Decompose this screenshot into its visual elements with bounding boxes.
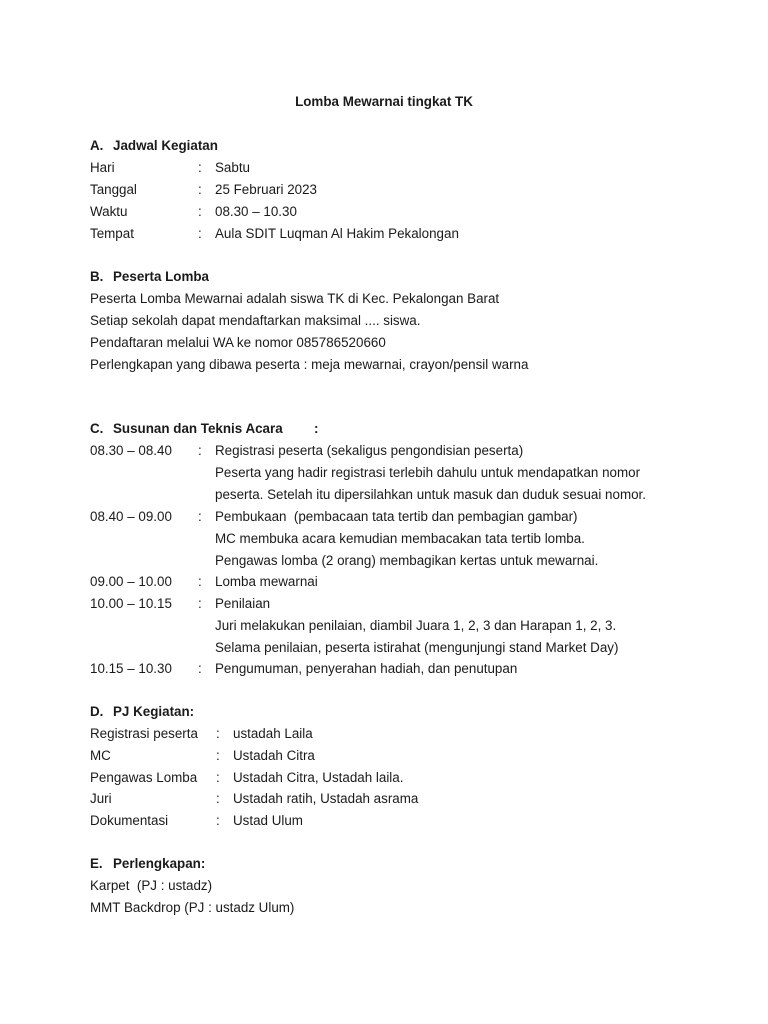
- agenda-item-detail: peserta. Setelah itu dipersilahkan untuk masuk dan duduk sesuai nomor.: [215, 487, 646, 502]
- peserta-line: Setiap sekolah dapat mendaftarkan maksimal .... siswa.: [90, 313, 421, 328]
- peserta-line: Peserta Lomba Mewarnai adalah siswa TK di Kec. Pekalongan Barat: [90, 291, 500, 306]
- section-a-heading: A. Jadwal Kegiatan: [90, 138, 218, 153]
- section-b-heading: B. Peserta Lomba: [90, 269, 210, 284]
- perlengkapan-line: MMT Backdrop (PJ : ustadz Ulum): [90, 900, 295, 915]
- agenda-item-detail: Juri melakukan penilaian, diambil Juara 1, 2, 3 dan Harapan 1, 2, 3.: [215, 618, 617, 633]
- agenda-item-detail: Selama penilaian, peserta istirahat (mengunjungi stand Market Day): [215, 640, 619, 655]
- peserta-line: Perlengkapan yang dibawa peserta : meja mewarnai, crayon/pensil warna: [90, 357, 529, 372]
- perlengkapan-line: Karpet (PJ : ustadz): [90, 878, 213, 893]
- agenda-item-detail: Peserta yang hadir registrasi terlebih dahulu untuk mendapatkan nomor: [215, 465, 641, 480]
- document-title: Lomba Mewarnai tingkat TK: [295, 94, 473, 109]
- document-page: Lomba Mewarnai tingkat TK A. Jadwal Kegiatan Hari : Sabtu Tanggal : 25 Februari 2023 Waktu : 08.30 – 10.30 Tempat : Aula SDIT Luqman Al Hakim Pekalongan B. Peserta Lomba Peserta Lomba Mewarnai adalah siswa TK di Kec. Pekalongan Barat Setiap sekolah dapat mendaftarkan maksimal .... siswa. Pendaftaran melalui WA ke nomor 085786520660 Perlengkapan yang dibawa peserta : meja mewarnai, crayon/pensil warna C. Susunan dan Teknis Acara : 08.30 – 08.40 : Registrasi peserta (sekaligus pengondisian peserta) Peserta yang hadir registrasi terlebih dahulu untuk mendapatkan nomor peserta. Setelah itu dipersilahkan untuk masuk dan duduk sesuai nomor. 08.40 – 09.00 : Pembukaan (pembacaan tata tertib dan pembagian gambar) MC membuka acara kemudian membacakan tata tertib lomba. Pengawas lomba (2 orang) membagikan kertas untuk mewarnai. 09.00 – 10.00 : Lomba mewarnai 10.00 – 10.15 : Penilaian Juri melakukan penilaian, diambil Juara 1, 2, 3 dan Harapan 1, 2, 3. Selama penilaian, peserta istirahat (mengunjungi stand Market Day) 10.15 – 10.30 : Pengumuman, penyerahan hadiah, dan penutupan D. PJ Kegiatan: Registrasi peserta : ustadah Laila MC : Ustadah Citra Pengawas Lomba : Ustadah Citra, Ustadah laila. Juri : Ustadah ratih, Ustadah asrama Dokumentasi : Ustad Ulum E. Perlengkapan: Karpet (PJ : ustadz) MMT Backdrop (PJ : ustadz Ulum): [0, 0, 768, 1024]
- section-d-heading: D. PJ Kegiatan:: [90, 704, 195, 719]
- section-c-heading-colon: :: [314, 421, 319, 436]
- section-e-heading: E. Perlengkapan:: [90, 856, 206, 871]
- agenda-item-detail: MC membuka acara kemudian membacakan tata tertib lomba.: [215, 531, 585, 546]
- section-c-heading: C. Susunan dan Teknis Acara: [90, 421, 283, 436]
- peserta-line: Pendaftaran melalui WA ke nomor 085786520660: [90, 335, 386, 350]
- agenda-item-detail: Pengawas lomba (2 orang) membagikan kertas untuk mewarnai.: [215, 553, 599, 568]
